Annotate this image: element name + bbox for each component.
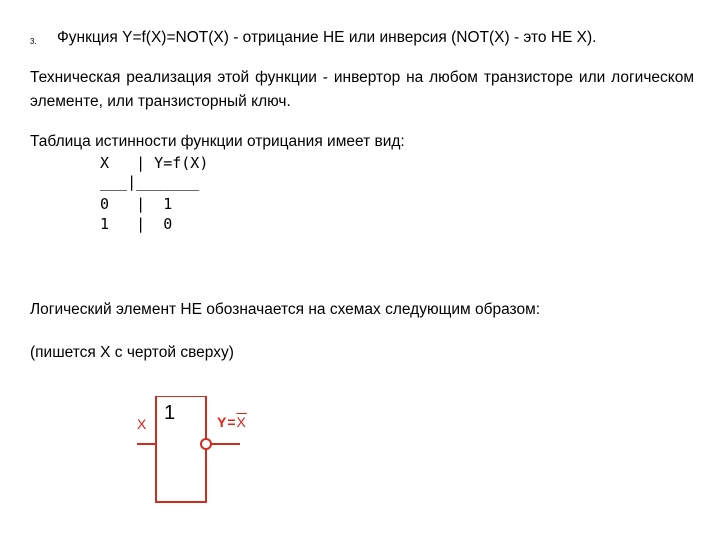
truth-table-header: X | Y=f(X) [100,154,209,172]
inversion-bubble [201,439,211,449]
paragraph-implementation: Техническая реализация этой функции - инвертор на любом транзисторе или логическом элементе, или транзисторный ключ. [30,69,694,110]
list-item-function: Функция Y=f(X)=NOT(X) - отрицание НЕ или инверсия (NOT(X) - это НЕ X). [57,29,597,46]
truth-table-row: 1 | 0 [100,215,173,233]
not-gate-svg [118,396,278,506]
list-marker: 3. [30,37,37,46]
paragraph-gate-notation: Логический элемент НЕ обозначается на схемах следующим образом: [30,301,541,318]
gate-symbol: 1 [164,402,176,424]
input-label: X [137,416,147,432]
output-label-var: $\overline{X}$ [236,414,247,430]
truth-table-row: 0 | 1 [100,195,173,213]
truth-table-separator: ___|_______ [100,173,200,191]
output-label-prefix: Y= [217,414,237,430]
output-label [217,414,247,430]
not-gate-diagram [118,396,278,506]
paragraph-truth-table-intro: Таблица истинности функции отрицания имеет вид: [30,133,405,150]
paragraph-overline-note: (пишется X с чертой сверху) [30,344,234,361]
